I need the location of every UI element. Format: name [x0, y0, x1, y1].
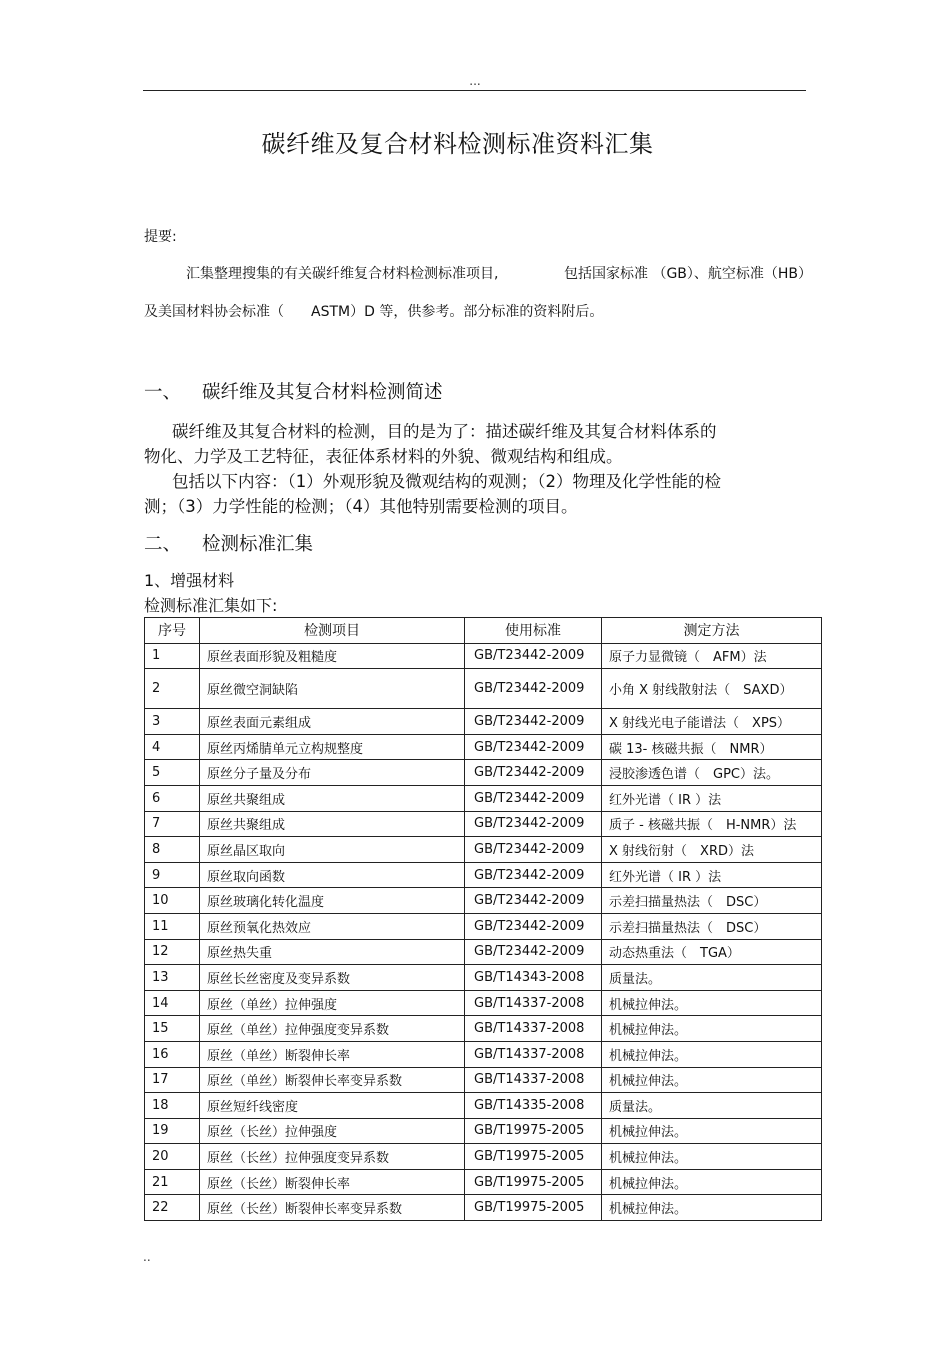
header-rule: [143, 90, 806, 91]
cell-standard: GB/T23442-2009: [465, 643, 602, 669]
cell-test-item: 原丝分子量及分布: [200, 760, 465, 786]
cell-index: 7: [145, 811, 200, 837]
cell-test-item: 原丝（单丝）拉伸强度: [200, 990, 465, 1016]
section-2-number: 二、: [144, 534, 182, 555]
page-footer-mark: ..: [143, 1250, 151, 1264]
section-2-title: 检测标准汇集: [202, 534, 314, 555]
cell-standard: GB/T14335-2008: [465, 1093, 602, 1119]
cell-index: 1: [145, 643, 200, 669]
section-1-number: 一、: [144, 382, 182, 403]
cell-test-item: 原丝短纤线密度: [200, 1093, 465, 1119]
cell-index: 10: [145, 888, 200, 914]
cell-method: 机械拉伸法。: [602, 990, 822, 1016]
header-method: 测定方法: [602, 618, 822, 644]
cell-test-item: 原丝表面形貌及粗糙度: [200, 643, 465, 669]
table-row: [145, 990, 822, 1016]
cell-method: 碳 13- 核磁共振（ NMR）: [602, 734, 822, 760]
cell-index: 20: [145, 1144, 200, 1170]
cell-test-item: 原丝表面元素组成: [200, 709, 465, 735]
cell-index: 2: [145, 669, 200, 709]
cell-test-item: 原丝微空洞缺陷: [200, 669, 465, 709]
cell-method: 机械拉伸法。: [602, 1041, 822, 1067]
cell-index: 18: [145, 1093, 200, 1119]
cell-index: 22: [145, 1195, 200, 1221]
header-test-item: 检测项目: [200, 618, 465, 644]
cell-test-item: 原丝（长丝）断裂伸长率: [200, 1169, 465, 1195]
page-header-mark: ...: [469, 74, 481, 88]
table-row: [145, 888, 822, 914]
cell-index: 9: [145, 862, 200, 888]
table-body: [145, 643, 822, 1220]
table-row: [145, 965, 822, 991]
table-row: [145, 913, 822, 939]
abstract-line-1a: 汇集整理搜集的有关碳纤维复合材料检测标准项目,: [186, 266, 499, 282]
cell-test-item: 原丝（单丝）拉伸强度变异系数: [200, 1016, 465, 1042]
table-row: [145, 643, 822, 669]
cell-index: 19: [145, 1118, 200, 1144]
cell-index: 14: [145, 990, 200, 1016]
abstract-line-2b: ASTM）D 等，供参考。部分标准的资料附后。: [311, 304, 604, 320]
abstract-line-2a: 及美国材料协会标准（: [144, 304, 284, 320]
table-row: [145, 837, 822, 863]
table-row: [145, 1118, 822, 1144]
cell-test-item: 原丝取向函数: [200, 862, 465, 888]
cell-method: 红外光谱（ IR ）法: [602, 785, 822, 811]
cell-standard: GB/T14343-2008: [465, 965, 602, 991]
cell-standard: GB/T23442-2009: [465, 709, 602, 735]
cell-method: 质量法。: [602, 1093, 822, 1119]
cell-method: 质量法。: [602, 965, 822, 991]
cell-test-item: 原丝热失重: [200, 939, 465, 965]
section-1-p2-line1: 包括以下内容：（1）外观形貌及微观结构的观测；（2）物理及化学性能的检: [172, 472, 721, 491]
table-row: [145, 760, 822, 786]
cell-method: X 射线衍射（ XRD）法: [602, 837, 822, 863]
table-row: [145, 939, 822, 965]
cell-standard: GB/T19975-2005: [465, 1169, 602, 1195]
cell-index: 17: [145, 1067, 200, 1093]
cell-method: 示差扫描量热法（ DSC）: [602, 888, 822, 914]
table-row: [145, 1144, 822, 1170]
cell-method: 机械拉伸法。: [602, 1195, 822, 1221]
header-standard: 使用标准: [465, 618, 602, 644]
section-2-heading: [144, 530, 313, 556]
subsection-reinforcement: 1、增强材料: [144, 571, 235, 590]
cell-standard: GB/T23442-2009: [465, 913, 602, 939]
cell-method: 机械拉伸法。: [602, 1067, 822, 1093]
cell-standard: GB/T23442-2009: [465, 734, 602, 760]
cell-method: 机械拉伸法。: [602, 1144, 822, 1170]
section-1-heading: [144, 378, 443, 404]
cell-test-item: 原丝晶区取向: [200, 837, 465, 863]
table-row: [145, 669, 822, 709]
cell-test-item: 原丝预氧化热效应: [200, 913, 465, 939]
cell-standard: GB/T23442-2009: [465, 862, 602, 888]
table-row: [145, 1067, 822, 1093]
cell-method: 动态热重法（ TGA）: [602, 939, 822, 965]
cell-method: 示差扫描量热法（ DSC）: [602, 913, 822, 939]
cell-index: 5: [145, 760, 200, 786]
cell-standard: GB/T23442-2009: [465, 939, 602, 965]
cell-standard: GB/T23442-2009: [465, 837, 602, 863]
cell-standard: GB/T23442-2009: [465, 811, 602, 837]
table-row: [145, 785, 822, 811]
table-row: [145, 811, 822, 837]
cell-standard: GB/T14337-2008: [465, 1041, 602, 1067]
cell-test-item: 原丝（单丝）断裂伸长率变异系数: [200, 1067, 465, 1093]
cell-standard: GB/T14337-2008: [465, 1016, 602, 1042]
section-1-p1-line2: 物化、力学及工艺特征，表征体系材料的外貌、微观结构和组成。: [144, 447, 623, 466]
cell-test-item: 原丝玻璃化转化温度: [200, 888, 465, 914]
abstract-label: 提要:: [144, 229, 177, 245]
cell-standard: GB/T14337-2008: [465, 990, 602, 1016]
cell-method: 浸胶渗透色谱（ GPC）法。: [602, 760, 822, 786]
header-index: 序号: [145, 618, 200, 644]
cell-test-item: 原丝共聚组成: [200, 785, 465, 811]
table-row: [145, 862, 822, 888]
table-row: [145, 709, 822, 735]
table-row: [145, 1016, 822, 1042]
cell-test-item: 原丝（长丝）断裂伸长率变异系数: [200, 1195, 465, 1221]
cell-test-item: 原丝丙烯腈单元立构规整度: [200, 734, 465, 760]
cell-index: 6: [145, 785, 200, 811]
cell-test-item: 原丝共聚组成: [200, 811, 465, 837]
cell-standard: GB/T19975-2005: [465, 1195, 602, 1221]
cell-test-item: 原丝（长丝）拉伸强度变异系数: [200, 1144, 465, 1170]
section-1-p1-line1: 碳纤维及其复合材料的检测，目的是为了：描述碳纤维及其复合材料体系的: [172, 422, 717, 441]
cell-standard: GB/T23442-2009: [465, 760, 602, 786]
cell-standard: GB/T23442-2009: [465, 669, 602, 709]
cell-test-item: 原丝（长丝）拉伸强度: [200, 1118, 465, 1144]
table-row: [145, 1093, 822, 1119]
cell-standard: GB/T23442-2009: [465, 785, 602, 811]
cell-index: 12: [145, 939, 200, 965]
standards-table: [144, 617, 822, 1221]
cell-index: 21: [145, 1169, 200, 1195]
table-row: [145, 1169, 822, 1195]
table-row: [145, 1041, 822, 1067]
cell-index: 11: [145, 913, 200, 939]
cell-index: 16: [145, 1041, 200, 1067]
cell-standard: GB/T19975-2005: [465, 1118, 602, 1144]
section-1-title: 碳纤维及其复合材料检测简述: [202, 382, 443, 403]
cell-index: 4: [145, 734, 200, 760]
document-title: 碳纤维及复合材料检测标准资料汇集: [261, 130, 654, 158]
cell-index: 13: [145, 965, 200, 991]
cell-index: 15: [145, 1016, 200, 1042]
cell-test-item: 原丝长丝密度及变异系数: [200, 965, 465, 991]
abstract-line-1b: 包括国家标准 （GB）、航空标准（HB）: [564, 266, 813, 282]
cell-index: 3: [145, 709, 200, 735]
cell-method: 机械拉伸法。: [602, 1016, 822, 1042]
table-intro: 检测标准汇集如下:: [144, 596, 278, 615]
cell-method: 质子 - 核磁共振（ H-NMR）法: [602, 811, 822, 837]
table-header-row: [145, 618, 822, 644]
cell-index: 8: [145, 837, 200, 863]
table-row: [145, 1195, 822, 1221]
cell-method: X 射线光电子能谱法（ XPS）: [602, 709, 822, 735]
cell-standard: GB/T23442-2009: [465, 888, 602, 914]
table-row: [145, 734, 822, 760]
cell-method: 机械拉伸法。: [602, 1118, 822, 1144]
cell-method: 机械拉伸法。: [602, 1169, 822, 1195]
cell-method: 红外光谱（ IR ）法: [602, 862, 822, 888]
cell-test-item: 原丝（单丝）断裂伸长率: [200, 1041, 465, 1067]
cell-standard: GB/T14337-2008: [465, 1067, 602, 1093]
cell-method: 小角 X 射线散射法（ SAXD）: [602, 669, 822, 709]
section-1-p2-line2: 测；（3）力学性能的检测；（4）其他特别需要检测的项目。: [144, 497, 578, 516]
cell-method: 原子力显微镜（ AFM）法: [602, 643, 822, 669]
cell-standard: GB/T19975-2005: [465, 1144, 602, 1170]
